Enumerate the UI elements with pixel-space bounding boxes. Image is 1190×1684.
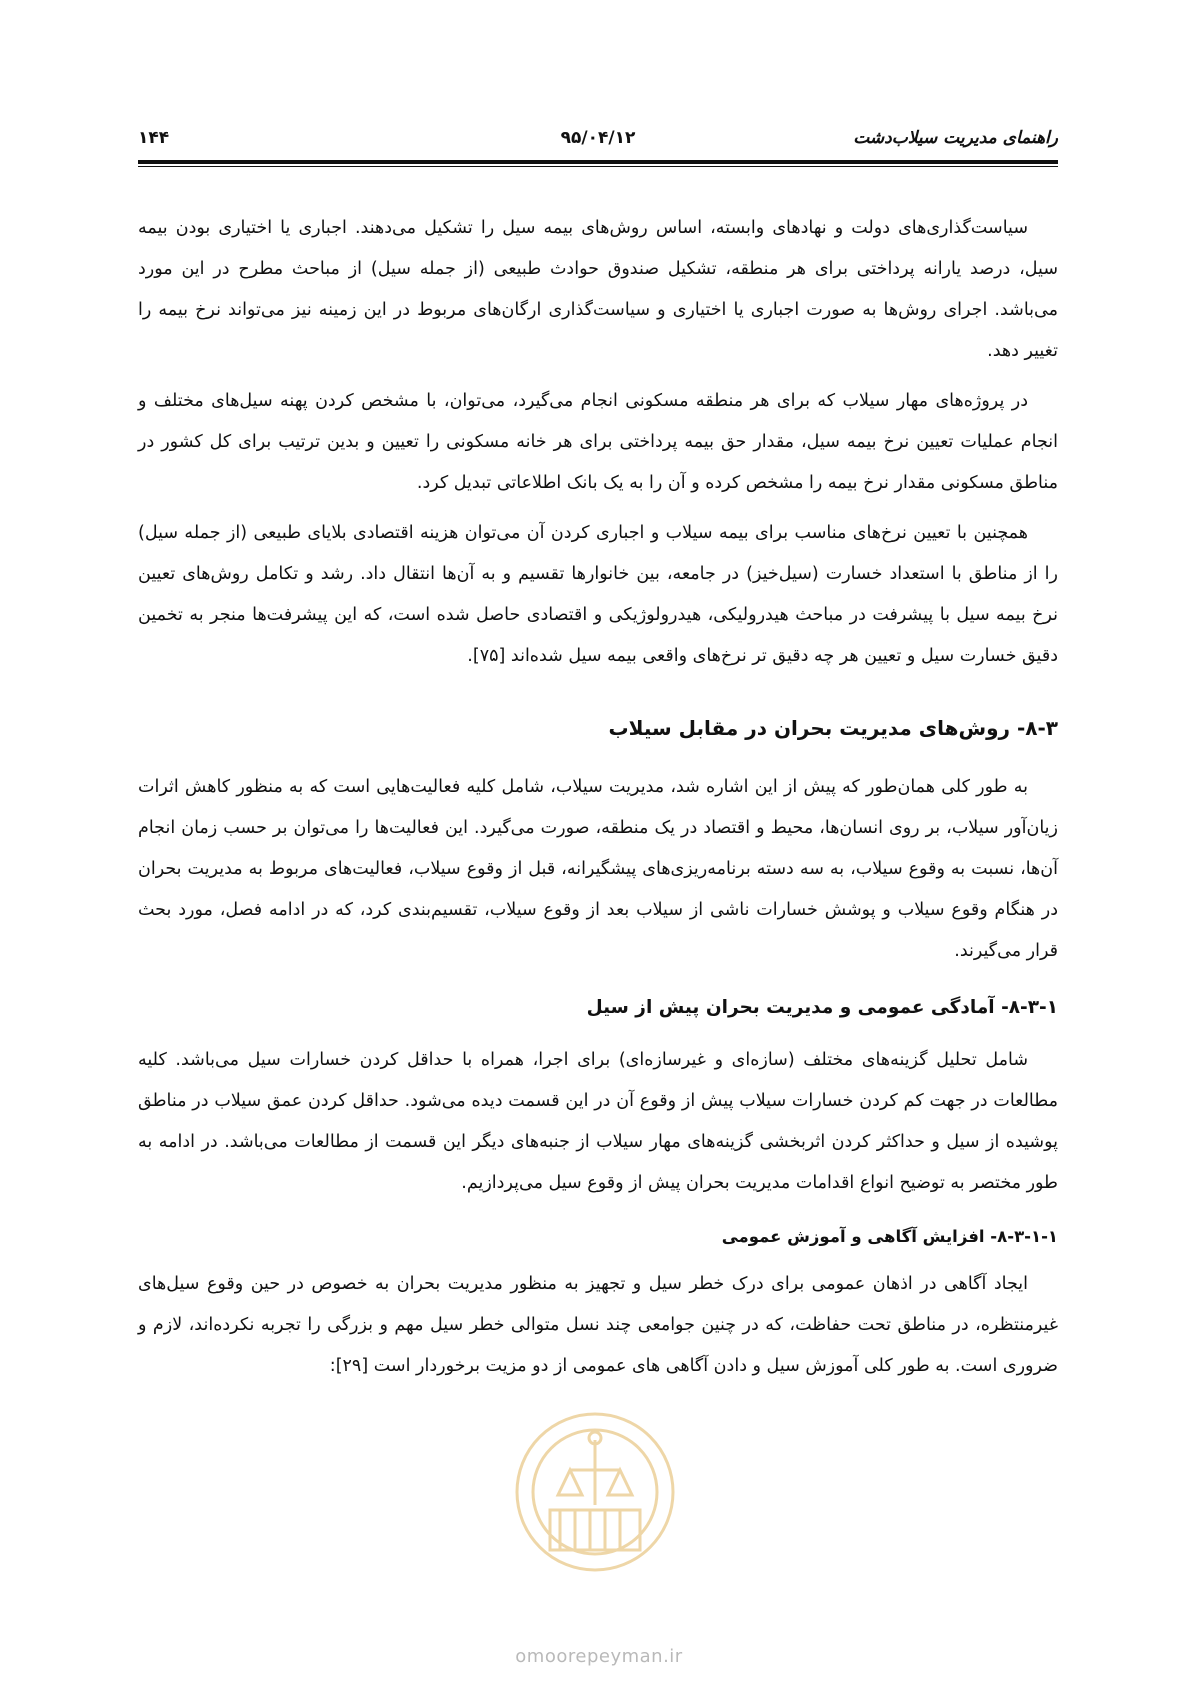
paragraph-section: به طور کلی همان‌طور که پیش از این اشاره شد، مدیریت سیلاب، شامل کلیه فعالیت‌هایی است که به منظور کاهش اثرات زیان‌آور سیلاب، بر روی انسان‌ها، محیط و اقتصاد در یک منطقه، صورت می‌گیرد. این فعالیت‌ها را می‌توان بر حسب زمان انجام آن‌ها، نسبت به وقوع سیلاب، به سه دسته برنامه‌ریزی‌های پیشگیرانه، قبل از وقوع سیلاب، فعالیت‌های مربوط به مدیریت بحران در هنگام وقوع سیلاب و پوشش خسارات ناشی از سیلاب بعد از وقوع سیلاب، تقسیم‌بندی کرد، که در ادامه فصل، مورد بحث قرار می‌گیرند.: [138, 777, 1058, 961]
paragraph-subsubsection: ایجاد آگاهی در اذهان عمومی برای درک خطر سیل و تجهیز به منظور مدیریت بحران به خصوص در حین وقوع سیل‌های غیرمنتظره، در مناطق تحت حفاظت، که در چنین جوامعی چند نسل متوالی خطر سیل مهم و بزرگی را تجربه نکرده‌اند، لازم و ضروری است. به طور کلی آموزش سیل و دادن آگاهی های عمومی از دو مزیت برخوردار است [۲۹]:: [138, 1274, 1058, 1376]
section-heading: ۸-۳- روش‌های مدیریت بحران در مقابل سیلاب: [608, 716, 1058, 740]
subsubsection-heading: ۸-۳-۱-۱- افزایش آگاهی و آموزش عمومی: [721, 1227, 1058, 1246]
paragraph-insurance-policy: سیاست‌گذاری‌های دولت و نهادهای وابسته، اساس روش‌های بیمه سیل را تشکیل می‌دهند. اجباری یا اختیاری بودن بیمه سیل، درصد یارانه پرداختی برای هر منطقه، تشکیل صندوق حوادث طبیعی (از جمله سیل) از مباحث مطرح در این مورد می‌باشد. اجرای روش‌ها به صورت اجباری یا اختیاری و سیاست‌گذاری ارگان‌های مربوط در این زمینه نیز می‌تواند نرخ بیمه را تغییر دهد.: [138, 218, 1058, 361]
watermark-url: omoorepeyman.ir: [515, 1646, 683, 1667]
paragraph-subsection: شامل تحلیل گزینه‌های مختلف (سازه‌ای و غیرسازه‌ای) برای اجرا، همراه با حداقل کردن خسارات سیل می‌باشد. کلیه مطالعات در جهت کم کردن خسارات سیلاب پیش از وقوع آن در این قسمت دیده می‌شود. حداقل کردن عمق سیلاب در مناطق پوشیده از سیل و حداکثر کردن اثربخشی گزینه‌های مهار سیلاب از جنبه‌های دیگر این قسمت از مطالعات می‌باشد. در ادامه به طور مختصر به توضیح انواع اقدامات مدیریت بحران پیش از وقوع سیل می‌پردازیم.: [138, 1050, 1058, 1193]
page-header: [138, 128, 1058, 154]
paragraph-insurance-rates: همچنین با تعیین نرخ‌های مناسب برای بیمه سیلاب و اجباری کردن آن می‌توان هزینه اقتصادی بلایای طبیعی (از جمله سیل) را از مناطق با استعداد خسارت (سیل‌خیز) در جامعه، بین خانوارها تقسیم و به آن‌ها انتقال داد. رشد و تکامل روش‌های تعیین نرخ بیمه سیل با پیشرفت در مباحث هیدرولیکی، هیدرولوژیکی و اقتصادی حاصل شده است، که این پیشرفت‌ها منجر به تخمین دقیق خسارت سیل و تعیین هر چه دقیق تر نرخ‌های واقعی بیمه سیل شده‌اند [۷۵].: [138, 523, 1058, 666]
watermark-seal-icon: [490, 1400, 700, 1580]
header-rule-thick: [138, 160, 1058, 164]
page-number: ۱۴۴: [138, 128, 170, 148]
body-content: [138, 208, 1058, 1396]
header-rule-thin: [138, 166, 1058, 167]
paragraph-flood-control-projects: در پروژه‌های مهار سیلاب که برای هر منطقه مسکونی انجام می‌گیرد، می‌توان، با مشخص کردن پهنه سیل‌های مختلف و انجام عملیات تعیین نرخ بیمه سیل، مقدار حق بیمه پرداختی برای هر خانه مسکونی را تعیین و بدین ترتیب برای کل کشور در مناطق مسکونی مقدار نرخ بیمه را مشخص کرده و آن را به یک بانک اطلاعاتی تبدیل کرد.: [138, 391, 1058, 493]
running-title: راهنمای مدیریت سیلاب‌دشت: [853, 128, 1058, 148]
header-date: ۹۵/۰۴/۱۲: [560, 128, 636, 148]
subsection-heading: ۸-۳-۱- آمادگی عمومی و مدیریت بحران پیش از سیل: [586, 997, 1058, 1018]
